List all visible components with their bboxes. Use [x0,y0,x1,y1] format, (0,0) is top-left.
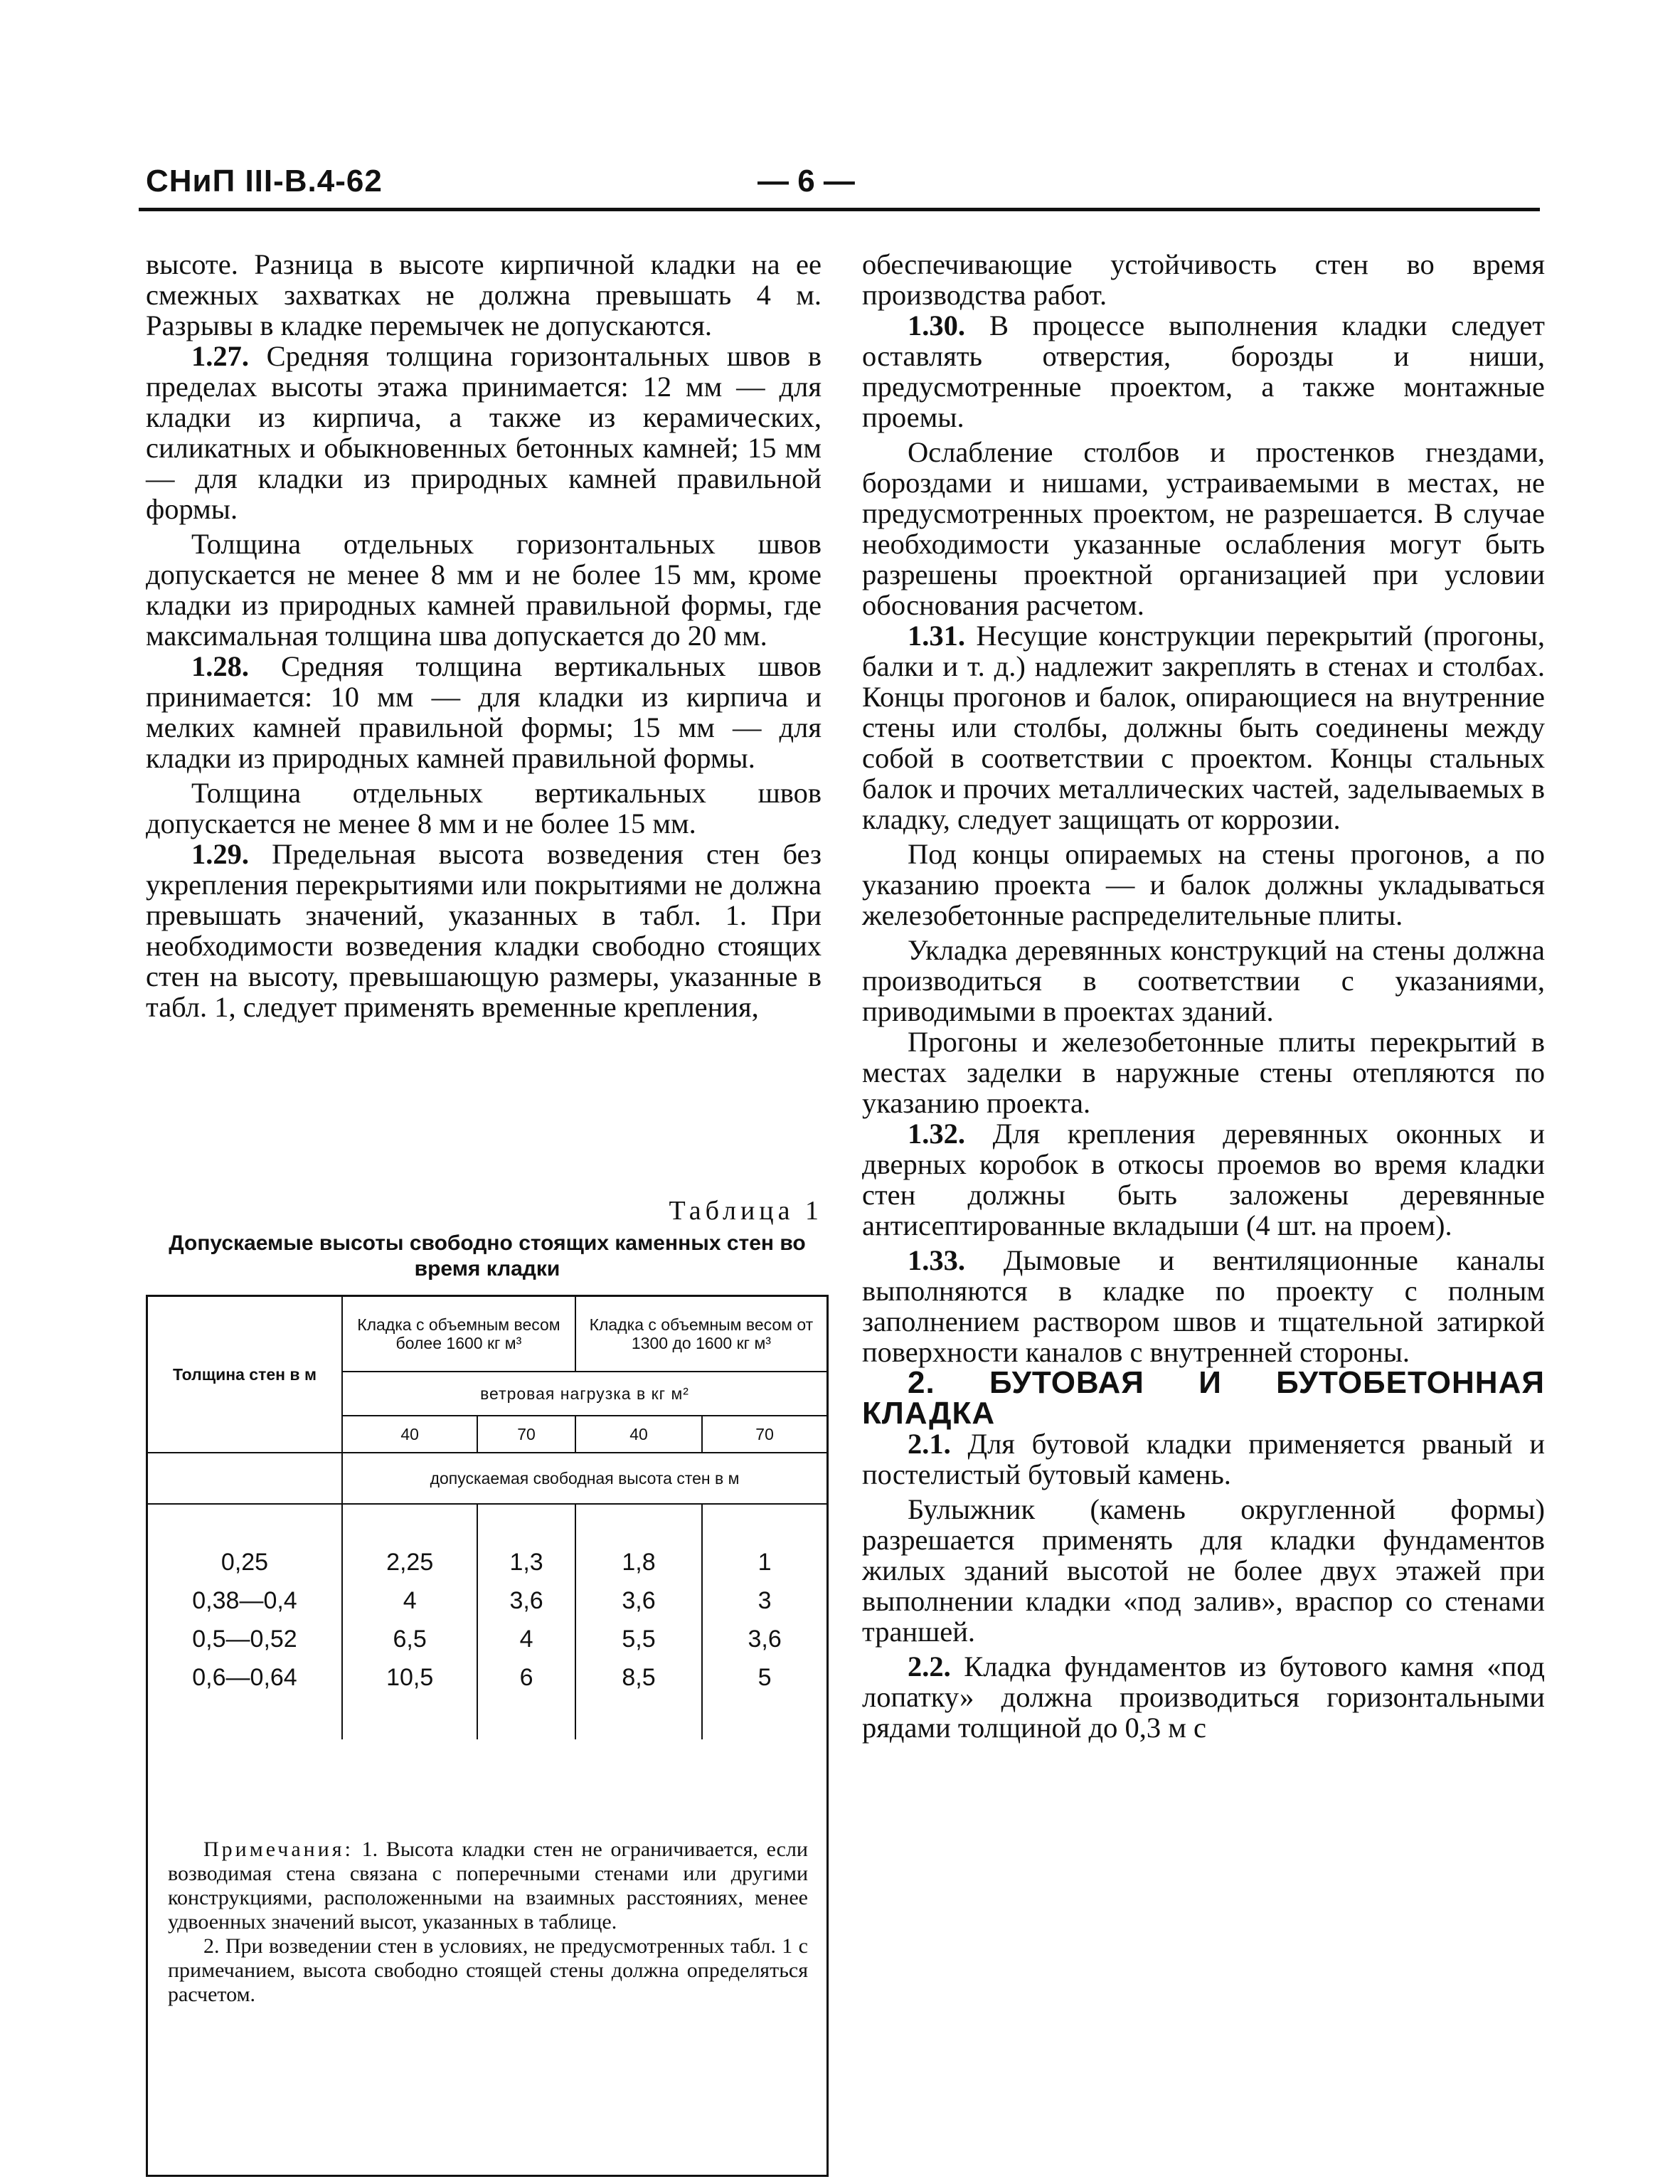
cell-thickness: 0,38—0,4 [148,1581,342,1620]
cell-value: 5,5 [575,1620,702,1658]
table-empty-cell [575,1504,702,1543]
paragraph-1-29 [146,839,822,1022]
paragraph-text: Для бутовой кладки применяется рваный и постелистый бутовый камень. [862,1428,1546,1490]
note-2: 2. При возведении стен в условиях, не предусмотренных табл. 1 с примечанием, высота свободно стоящей стены должна определяться расчетом. [168,1934,808,2006]
clause-number: 1.27. [191,340,249,372]
table-empty-cell [342,1697,477,1739]
header-rule [139,208,1540,211]
cell-value: 1,8 [575,1543,702,1581]
clause-number: 1.31. [908,620,965,652]
cell-value: 4 [477,1620,575,1658]
table-frame [146,1295,829,2177]
paragraph-2-2 [862,1651,1545,1743]
paragraph: Прогоны и железобетонные плиты перекрытий в местах заделки в наружные стены отепляются по указанию проекта. [862,1026,1545,1119]
paragraph-1-33 [862,1245,1545,1367]
table-empty-cell [342,1504,477,1543]
table-empty-cell [148,1697,342,1739]
cell-value: 3,6 [477,1581,575,1620]
table-notes [168,1838,808,2007]
paragraph-2-1 [862,1428,1545,1490]
clause-number: 1.32. [908,1118,965,1150]
cell-value: 1,3 [477,1543,575,1581]
wind-value: 40 [342,1416,477,1453]
table-empty-cell [477,1697,575,1739]
paragraph-1-32 [862,1118,1545,1241]
cell-value: 3 [757,1586,772,1614]
paragraph-1-31 [862,620,1545,834]
section-title: 2. БУТОВАЯ И БУТОБЕТОННАЯ КЛАДКА [862,1365,1545,1431]
clause-number: 1.30. [908,309,965,341]
cell-value: 2,25 [342,1543,477,1581]
paragraph-text: Предельная высота возведения стен без укрепления перекрытиями или покрытиями не должна превышать значений, указанных в табл. 1. При необходимости возведения кладки свободно стоящих стен на высоту, превышающую размеры, указанные в табл. 1, следует применять временные крепления, [146,838,822,1023]
table-empty-cell [702,1504,826,1543]
table-row [148,1658,826,1697]
cell-value: 1 [757,1548,772,1576]
cell-thickness: 0,6—0,64 [148,1658,342,1697]
wind-value: 40 [575,1416,702,1453]
paragraph-text: Несущие конструкции перекрытий (прогоны, балки и т. д.) надлежит закреплять в стенах и столбах. Концы прогонов и балок, опирающиеся на внутренние стены или столбы, должны быть соединены между собой в соответствии с проектом. Концы стальных балок и прочих металлических частей, заделываемых в кладку, следует защищать от коррозии. [862,620,1545,835]
col-header-thickness: Толщина стен в м [148,1297,342,1453]
cell-value: 3,6 [575,1581,702,1620]
table-row [148,1504,826,1543]
clause-number: 2.1. [908,1428,951,1460]
paragraph-text: В процессе выполнения кладки следует оставлять отверстия, борозды и ниши, предусмотренные проектом, а также монтажные проемы. [862,309,1545,433]
paragraph: Ослабление столбов и простенков гнездами, бороздами и нишами, устраиваемыми в местах, не предусмотренных проектом, не разрешается. В случае необходимости указанные ослабления могут быть разрешены проектной организацией при условии обоснования расчетом. [862,436,1545,621]
paragraph-text: Средняя толщина горизонтальных швов в пределах высоты этажа принимается: 12 мм — для кладки из кирпича, а также из керамических, силикатных и обыкновенных бетонных камней; 15 мм — для кладки из природных камней правильной формы. [146,340,822,525]
note-1 [168,1838,808,1934]
wind-load-label: ветровая нагрузка в кг м² [342,1372,826,1416]
paragraph-1-27 [146,341,822,524]
table-empty-cell [477,1504,575,1543]
paragraph: Булыжник (камень округленной формы) разрешается применять для кладки фундаментов жилых зданий высотой не более двух этажей при выполнении кладки «под залив», враспор со стенами траншей. [862,1493,1545,1648]
clause-number: 2.2. [908,1650,951,1682]
paragraph: Укладка деревянных конструкций на стены должна производиться в соответствии с указаниями, приводимыми в проектах зданий. [862,934,1545,1027]
table-title: Допускаемые высоты свободно стоящих каменных стен во время кладки [169,1231,806,1281]
paragraph: Толщина отдельных вертикальных швов допускается не менее 8 мм и не более 15 мм. [146,777,822,839]
cell-value: 6 [477,1658,575,1697]
table-empty-cell [148,1504,342,1543]
col-header-group-1: Кладка с объемным весом более 1600 кг м³ [342,1297,575,1372]
table-empty-cell [702,1697,826,1739]
table-row [148,1543,826,1581]
cell-value: 8,5 [575,1658,702,1697]
right-column [862,249,1545,1743]
cell-value: 10,5 [342,1658,477,1697]
paragraph-text: Средняя толщина вертикальных швов принимается: 10 мм — для кладки из кирпича и мелких камней правильной формы; 15 мм — для кладки из природных камней правильной формы. [146,650,822,774]
height-label: допускаемая свободная высота стен в м [342,1453,826,1504]
paragraph-text: Для крепления деревянных оконных и дверных коробок в откосы проемов во время кладки стен должны быть заложены деревянные антисептированные вкладыши (4 шт. на проем). [862,1118,1545,1241]
clause-number: 1.29. [191,838,249,870]
left-column [146,249,822,1022]
paragraph: высоте. Разница в высоте кирпичной кладки на ее смежных захватках не должна превышать 4 м. Разрывы в кладке перемычек не допускаются. [146,248,822,341]
page-number: — 6 — [757,164,855,198]
table-row [148,1697,826,1739]
heights-table [148,1297,826,1739]
page-header [146,158,1540,208]
cell-value: 3,6 [748,1625,782,1653]
cell-thickness: 0,5—0,52 [148,1620,342,1658]
wind-value: 70 [477,1416,575,1453]
cell-value: 5 [757,1663,772,1691]
paragraph: Под концы опираемых на стены прогонов, а по указанию проекта — и балок должны укладываться железобетонные распределительные плиты. [862,838,1545,931]
clause-number: 1.33. [908,1244,965,1276]
table-empty-cell [148,1453,342,1504]
wind-value: 70 [702,1416,826,1453]
paragraph-1-30 [862,310,1545,433]
clause-number: 1.28. [191,650,249,682]
paragraph: обеспечивающие устойчивость стен во время производства работ. [862,248,1545,311]
table-row [148,1620,826,1658]
paragraph-1-28 [146,651,822,773]
document-code: СНиП III-В.4-62 [146,164,383,198]
paragraph-text: Кладка фундаментов из бутового камня «под лопатку» должна производиться горизонтальными рядами толщиной до 0,3 м с [862,1650,1545,1744]
col-header-group-2: Кладка с объемным весом от 1300 до 1600 кг м³ [575,1297,826,1372]
cell-value: 6,5 [342,1620,477,1658]
table-row [148,1581,826,1620]
table-empty-cell [575,1697,702,1739]
paragraph-text: Дымовые и вентиляционные каналы выполняются в кладке по проекту с полным заполнением раствором швов и тщательной затиркой поверхности каналов с внутренней стороны. [862,1244,1546,1368]
cell-thickness: 0,25 [148,1543,342,1581]
cell-value: 4 [342,1581,477,1620]
note-text: 1. Высота кладки стен не ограничивается, если возводимая стена связана с поперечными стенами или другими конструкциями, расположенными на взаимных расстояниях, менее удвоенных значений высот, указанных в таблице. [168,1838,808,1934]
table-number: Таблица 1 [669,1196,823,1226]
paragraph: Толщина отдельных горизонтальных швов допускается не менее 8 мм и не более 15 мм, кроме кладки из природных камней правильной формы, где максимальная толщина шва допускается до 20 мм. [146,528,822,652]
table-1-block [146,1195,829,2006]
notes-label: Примечания: [203,1838,353,1861]
